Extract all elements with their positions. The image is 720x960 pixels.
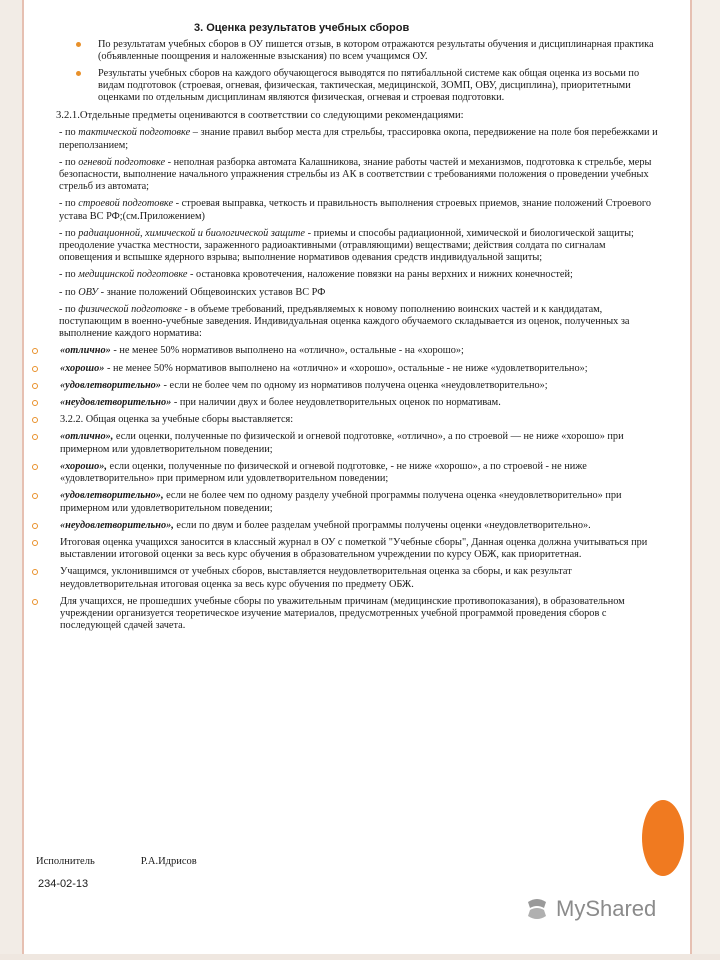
grading-item: Итоговая оценка учащихся заносится в классный журнал в ОУ с пометкой "Учебные сборы", Данная оценка должна учитываться при выставлении итоговой оценки за весь курс обучения в образовательном учреждении по курсу ОБЖ, как приоритетная. bbox=[60, 537, 660, 561]
grading-item: «удовлетворительно» - если не более чем по одному из нормативов получена оценка «неудовлетворительно»; bbox=[60, 380, 660, 392]
intro-item: Результаты учебных сборов на каждого обучающегося выводятся по пятибалльной системе как общая оценка из восьми по видам подготовок (строевая, огневая, физическая, тактическая, медицинской, ЗОМП, ОВУ, дисциплина), приоритетными оценками по отдельным дисциплинам являются физическая, огневая и строевая подготовки. bbox=[98, 68, 660, 105]
grade-label: «неудовлетворительно», bbox=[60, 519, 174, 531]
grading-item: «хорошо», если оценки, полученные по физической и огневой подготовке, - не ниже «хорошо», а по строевой - не ниже «удовлетворительно» при примерном или удовлетворительном поведении; bbox=[60, 461, 660, 485]
recommendations bbox=[28, 127, 660, 340]
grade-label: «отлично», bbox=[60, 431, 114, 443]
recommendation-item: - по ОВУ - знание положений Общевоинских уставов ВС РФ bbox=[59, 286, 326, 298]
grading-item: Учащимся, уклонившимся от учебных сборов, выставляется неудовлетворительная оценка за сборы, и как результат неудовлетворительная итоговая оценка за весь курс обучения по предмету ОБЖ. bbox=[60, 566, 660, 590]
grade-label: «хорошо», bbox=[60, 460, 107, 472]
grading-list bbox=[28, 345, 660, 632]
subject-name: строевой подготовке bbox=[78, 198, 174, 210]
grading-item: 3.2.2. Общая оценка за учебные сборы выставляется: bbox=[60, 414, 660, 426]
grading-item: «отлично» - не менее 50% нормативов выполнено на «отлично», остальные - на «хорошо»; bbox=[60, 345, 660, 357]
bottom-frame bbox=[0, 954, 720, 960]
subject-name: физической подготовке bbox=[78, 303, 182, 315]
subject-name: радиационной, химической и биологической защите bbox=[78, 227, 305, 239]
document-date: 234-02-13 bbox=[38, 878, 89, 890]
signature-role: Исполнитель bbox=[36, 856, 95, 867]
recommendation-item: - по радиационной, химической и биологической защите - приемы и способы радиационной, химической и биологической защиты; преодоление участка местности, зараженного радиоактивными (отравляющими) веществами; действия солдата по сигналам оповещения и вспышке ядерного взрыва; выполнение нормативов одевания средств индивидуальной защиты; bbox=[59, 227, 634, 264]
myshared-logo-icon bbox=[524, 896, 550, 922]
grading-item: «неудовлетворительно» - при наличии двух и более неудовлетворительных оценок по нормативам. bbox=[60, 397, 660, 409]
recommendation-item: - по физической подготовке - в объеме требований, предъявляемых к новому пополнению воинских частей и к кандидатам, поступающим в военно-учебные заведения. Индивидуальная оценка каждого обучаемого складывается из оценок, полученных за выполнение каждого норматива: bbox=[59, 303, 630, 340]
signature-name: Р.А.Идрисов bbox=[140, 856, 197, 867]
subject-name: медицинской подготовке bbox=[78, 269, 188, 281]
left-frame bbox=[0, 0, 24, 960]
recommendation-item: - по строевой подготовке - строевая выправка, четкость и правильность выполнения строевых приемов, знание положений Строевого устава ВС РФ;(см.Приложением) bbox=[59, 198, 652, 222]
recommendation-item: - по медицинской подготовке - остановка кровотечения, наложение повязки на раны верхних и нижних конечностей; bbox=[59, 269, 573, 281]
right-frame bbox=[690, 0, 720, 960]
grade-label: «неудовлетворительно» bbox=[60, 397, 172, 409]
subject-name: ОВУ bbox=[78, 286, 99, 298]
recommendation-item: - по огневой подготовке - неполная разборка автомата Калашникова, знание работы частей и механизмов, подготовка к стрельбе, меры безопасности, выполнение начального упражнения стрельбы из АК в соответствии с требованиями положения о проведении учебных стрельб из автомата; bbox=[59, 156, 652, 193]
grade-label: «удовлетворительно», bbox=[60, 490, 164, 502]
grade-label: «хорошо» bbox=[60, 362, 105, 374]
grading-item: «хорошо» - не менее 50% нормативов выполнено на «отлично» и «хорошо», остальные - не ниже «удовлетворительно»; bbox=[60, 363, 660, 375]
intro-list bbox=[28, 39, 660, 104]
grading-item: Для учащихся, не прошедших учебные сборы по уважительным причинам (медицинские противопоказания), в образовательном учреждении организуется теоретическое изучение материалов, предусмотренных учебной программой проведения сборов с последующей сдачей зачета. bbox=[60, 596, 660, 633]
grade-label: «удовлетворительно» bbox=[60, 379, 161, 391]
subject-name: тактической подготовке bbox=[78, 127, 191, 139]
grading-item: «отлично», если оценки, полученные по физической и огневой подготовке, «отлично», а по строевой — не ниже «хорошо» при примерном или удовлетворительном поведении; bbox=[60, 431, 660, 455]
myshared-logo[interactable] bbox=[524, 896, 656, 922]
subject-name: огневой подготовке bbox=[78, 156, 166, 168]
orange-oval-decoration bbox=[642, 800, 684, 876]
grading-item: «неудовлетворительно», если по двум и более разделам учебной программы получены оценки «неудовлетворительно». bbox=[60, 520, 660, 532]
subheading: 3.2.1.Отдельные предметы оцениваются в соответствии со следующими рекомендациями: bbox=[56, 110, 464, 122]
recommendation-item: - по тактической подготовке – знание правил выбор места для стрельбы, трассировка окопа, передвижение на поле боя перебежками и переползанием; bbox=[59, 127, 658, 151]
slide-content bbox=[28, 22, 660, 637]
myshared-logo-text: MyShared bbox=[556, 896, 657, 921]
left-frame-line bbox=[22, 0, 24, 960]
intro-item: По результатам учебных сборов в ОУ пишется отзыв, в котором отражаются результаты обучения и дисциплинарная практика (объявленные поощрения и наложенные взыскания) по всем учащимся ОУ. bbox=[98, 39, 660, 63]
section-heading: 3. Оценка результатов учебных сборов bbox=[194, 22, 410, 34]
signature-line bbox=[36, 856, 197, 867]
grading-item: «удовлетворительно», если не более чем по одному разделу учебной программы получена оценка «неудовлетворительно» при примерном или удовлетворительном поведении; bbox=[60, 490, 660, 514]
grade-label: «отлично» bbox=[60, 345, 111, 357]
right-frame-line bbox=[690, 0, 692, 960]
